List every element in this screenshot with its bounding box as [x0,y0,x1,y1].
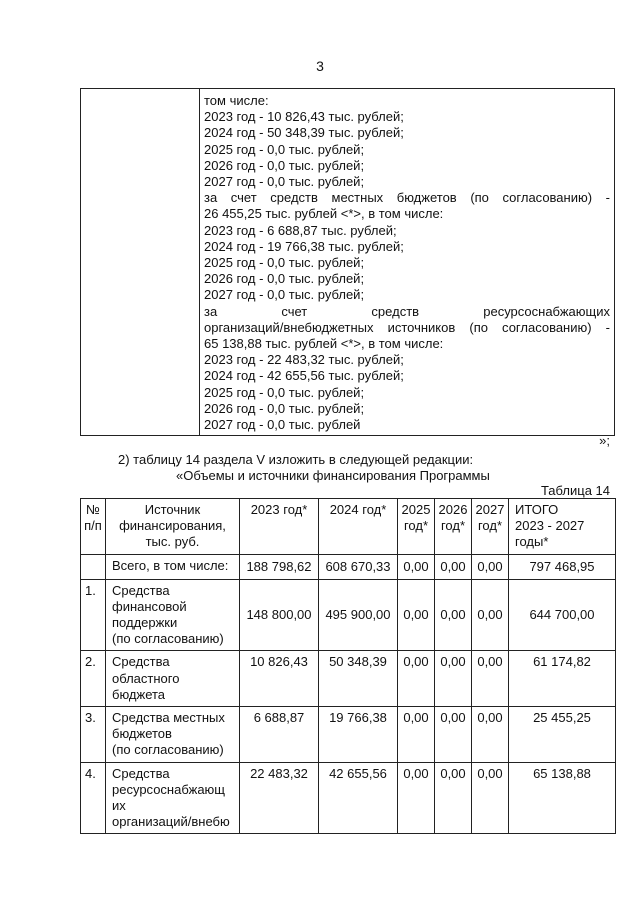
cell-2027: 0,00 [472,579,509,651]
cell-2026: 0,00 [435,707,472,763]
header-2026: 2026 год* [435,499,472,555]
cell-2026: 0,00 [435,579,472,651]
cont-line: 2024 год - 50 348,39 тыс. рублей; [204,125,404,141]
cont-line: 2023 год - 6 688,87 тыс. рублей; [204,222,397,238]
cell-2024: 19 766,38 [319,707,398,763]
row-source: Средства финансовой поддержки (по согласованию) [106,579,240,651]
cell-2023: 6 688,87 [240,707,319,763]
cell-total: 644 700,00 [509,579,616,651]
cell-total: 25 455,25 [509,707,616,763]
row-num: 3. [81,707,106,763]
header-num: № п/п [81,499,106,555]
cont-line: 2024 год - 19 766,38 тыс. рублей; [204,238,404,254]
cell-total: 61 174,82 [509,651,616,707]
cont-line: 2027 год - 0,0 тыс. рублей; [204,174,365,190]
cell-2024: 608 670,33 [319,554,398,579]
cont-line: том числе: [204,93,269,108]
cont-line: 2027 год - 0,0 тыс. рублей; [204,287,365,303]
cell-2026: 0,00 [435,762,472,834]
header-2023: 2023 год* [240,499,319,555]
cont-line: 65 138,88 тыс. рублей <*>, в том числе: [204,336,444,352]
row-num: 1. [81,579,106,651]
header-total: ИТОГО 2023 - 2027 годы* [509,499,616,555]
table-label: Таблица 14 [540,483,610,498]
row-source: Средства местных бюджетов (по согласованию) [106,707,240,763]
header-2025: 2025 год* [398,499,435,555]
cell-2025: 0,00 [398,554,435,579]
cell-2025: 0,00 [398,579,435,651]
cont-line: 26 455,25 тыс. рублей <*>, в том числе: [204,206,444,222]
cont-line: за счет средств ресурсоснабжающих [204,303,610,319]
cell-2027: 0,00 [472,651,509,707]
continuation-table [80,88,615,436]
cont-line: 2025 год - 0,0 тыс. рублей; [204,255,365,271]
cont-line: 2023 год - 10 826,43 тыс. рублей; [204,109,404,125]
cell-2024: 42 655,56 [319,762,398,834]
cell-2023: 10 826,43 [240,651,319,707]
header-2024: 2024 год* [319,499,398,555]
financing-table [80,498,616,834]
cell-2025: 0,00 [398,707,435,763]
row-source: Средства областного бюджета [106,651,240,707]
cont-line: организаций/внебюджетных источников (по согласованию) - [204,319,610,335]
table-row [81,762,616,834]
quote-end: »; [599,433,610,448]
table-header-row [81,499,616,555]
cell-2023: 148 800,00 [240,579,319,651]
cont-line: 2027 год - 0,0 тыс. рублей [204,417,361,433]
cell-2023: 22 483,32 [240,762,319,834]
cell-2027: 0,00 [472,707,509,763]
header-source: Источник финансирования, тыс. руб. [106,499,240,555]
amendment-intro: 2) таблицу 14 раздела V изложить в следующей редакции: [118,452,474,467]
cell-2023: 188 798,62 [240,554,319,579]
cell-2024: 495 900,00 [319,579,398,651]
cell-2027: 0,00 [472,762,509,834]
row-source: Средства ресурсоснабжающ их организаций/внебю [106,762,240,834]
cont-line: 2026 год - 0,0 тыс. рублей; [204,271,365,287]
table-row [81,554,616,579]
cont-line: 2025 год - 0,0 тыс. рублей; [204,141,365,157]
continuation-text-cell [200,89,615,436]
cell-2027: 0,00 [472,554,509,579]
cell-2025: 0,00 [398,762,435,834]
cont-line: 2025 год - 0,0 тыс. рублей; [204,384,365,400]
row-num: 4. [81,762,106,834]
cell-2026: 0,00 [435,651,472,707]
cont-line: 2026 год - 0,0 тыс. рублей; [204,157,365,173]
row-num [81,554,106,579]
cell-total: 65 138,88 [509,762,616,834]
table-row [81,579,616,651]
cell-total: 797 468,95 [509,554,616,579]
cell-2026: 0,00 [435,554,472,579]
continuation-empty-cell [81,89,200,436]
table-title: «Объемы и источники финансирования Программы [176,468,490,483]
table-row [81,707,616,763]
page-number: 3 [316,58,324,74]
cont-line: 2024 год - 42 655,56 тыс. рублей; [204,368,404,384]
header-2027: 2027 год* [472,499,509,555]
table-row [81,651,616,707]
cont-line: 2023 год - 22 483,32 тыс. рублей; [204,352,404,368]
cell-2024: 50 348,39 [319,651,398,707]
cont-line: 2026 год - 0,0 тыс. рублей; [204,400,365,416]
row-source: Всего, в том числе: [106,554,240,579]
row-num: 2. [81,651,106,707]
cont-line: за счет средств местных бюджетов (по согласованию) - [204,190,610,206]
cell-2025: 0,00 [398,651,435,707]
